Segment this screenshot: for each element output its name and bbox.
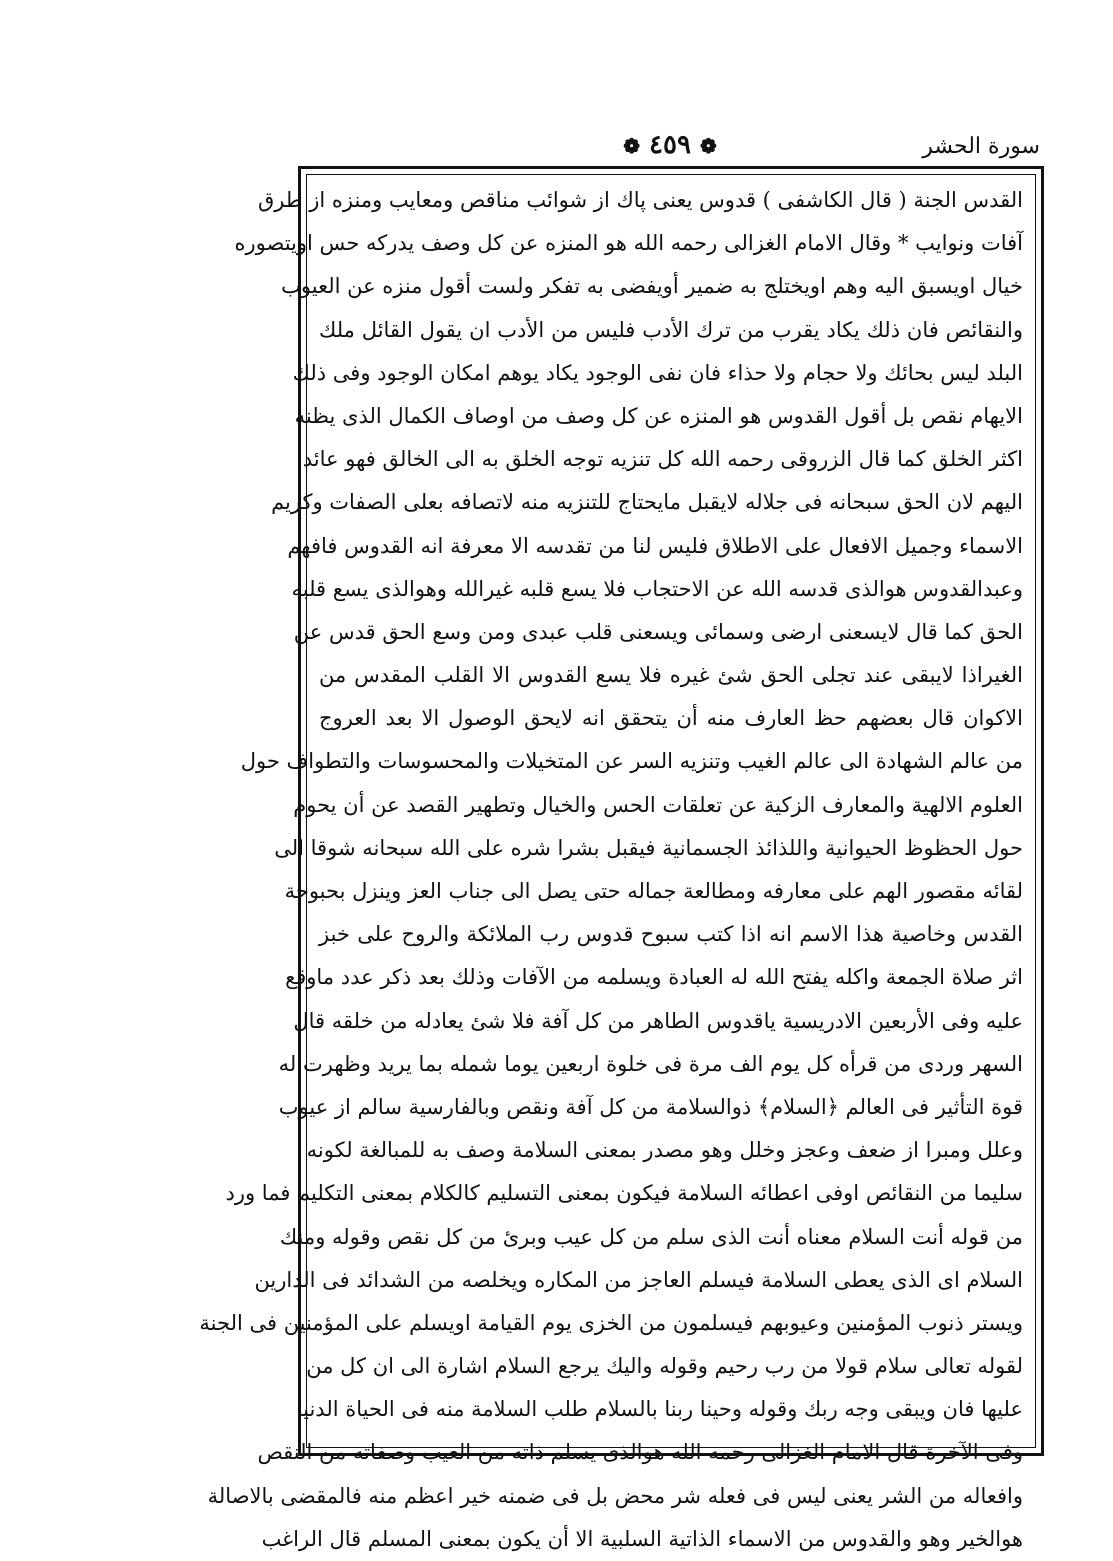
text-line: حول الحظوظ الحيوانية واللذائذ الجسمانية فيقبل بشرا شره على الله سبحانه شوقا الى <box>274 835 1023 860</box>
text-line: السلام اى الذى يعطى السلامة فيسلم العاجز من المكاره ويخلصه من الشدائد فى الدارين <box>254 1267 1023 1292</box>
page-number: ٤٥٩ <box>649 130 691 160</box>
surah-name: سورة الحشر <box>922 134 1040 159</box>
text-line: اكثر الخلق كما قال الزروقى رحمه الله كل تنزيه توجه الخلق به الى الخالق فهو عائد <box>302 447 1023 472</box>
text-line: القدس وخاصية هذا الاسم انه اذا كتب سبوح قدوس رب الملائكة والروح على خبز <box>319 922 1023 947</box>
text-line: قوة التأثير فى العالم ﴿السلام﴾ ذوالسلامة من كل آفة ونقص وبالفارسية سالم از عيوب <box>278 1094 1023 1119</box>
ornament-right-icon: ❁ <box>700 134 717 158</box>
body-text <box>199 179 1023 1561</box>
text-line: الغيراذا لايبقى عند تجلى الحق شئ غيره فلا يسع القدوس الا القلب المقدس من <box>319 663 1023 688</box>
page-header <box>300 126 1040 166</box>
text-line: وعبدالقدوس هوالذى قدسه الله عن الاحتجاب فلا يسع قلبه غيرالله وهوالذى يسع قلبه <box>291 576 1023 601</box>
text-line: اليهم لان الحق سبحانه فى جلاله لايقبل مايحتاج للتنزيه منه لاتصافه بعلى الصفات وكريم <box>271 490 1023 515</box>
text-line: الاسماء وجميل الافعال على الاطلاق فليس لنا من تقدسه الا معرفة انه القدوس فافهم <box>287 533 1023 558</box>
text-line: وافعاله من الشر يعنى ليس فى فعله شر محض بل فى ضمنه خير اعظم منه فالمقضى بالاصالة <box>207 1483 1023 1508</box>
text-line: من عالم الشهادة الى عالم الغيب وتنزيه السر عن المتخيلات والمحسوسات والتطواف حول <box>240 749 1023 774</box>
text-line: البلد ليس بحائك ولا حجام ولا حذاء فان نفى الوجود يكاد يوهم امكان الوجود وفى ذلك <box>292 360 1023 385</box>
text-line: خيال اويسبق اليه وهم اويختلج به ضمير أويفضى به تفكر ولست أقول منزه عن العيوب <box>281 274 1023 299</box>
text-line: ويستر ذنوب المؤمنين وعيوبهم فيسلمون من الخزى يوم القيامة اويسلم على المؤمنين فى الجنة <box>199 1310 1023 1335</box>
text-line: السهر وردى من قرأه كل يوم الف مرة فى خلوة اربعين يوما شمله بما يريد وظهرت له <box>278 1051 1023 1076</box>
text-line: العلوم الالهية والمعارف الزكية عن تعلقات الحس والخيال وتطهير القصد عن أن يحوم <box>293 792 1023 817</box>
text-line: من قوله أنت السلام معناه أنت الذى سلم من كل عيب وبرئ من كل نقص وقوله ومنك <box>279 1224 1023 1249</box>
text-line: القدس الجنة ( قال الكاشفى ) قدوس يعنى پاك از شوائب مناقص ومعايب ومنزه از طرق <box>257 188 1023 212</box>
text-frame <box>199 166 1044 1551</box>
text-line: اثر صلاة الجمعة واكله يفتح الله له العبادة ويسلمه من الآفات وذلك بعد ذكر عدد ماوقع <box>285 965 1023 990</box>
text-line: آفات ونوايب * وقال الامام الغزالى رحمه الله هو المنزه عن كل وصف يدركه حس اويتصوره <box>234 231 1023 256</box>
text-line: الحق كما قال لايسعنى ارضى وسمائى ويسعنى قلب عبدى ومن وسع الحق قدس عن <box>293 619 1023 644</box>
text-line: والنقائص فان ذلك يكاد يقرب من ترك الأدب فليس من الأدب ان يقول القائل ملك <box>319 317 1023 342</box>
text-line: وعلل ومبرا از ضعف وعجز وخلل وهو مصدر بمعنى السلامة وصف به للمبالغة لكونه <box>306 1138 1023 1163</box>
text-line: هوالخير وهو والقدوس من الاسماء الذاتية السلبية الا أن يكون بمعنى المسلم قال الراغب <box>261 1526 1023 1551</box>
page-number-block <box>600 130 740 160</box>
text-line: الاكوان قال بعضهم حظ العارف منه أن يتحقق انه لايحق الوصول الا بعد العروج <box>319 706 1023 731</box>
ornament-left-icon: ❁ <box>623 134 640 158</box>
text-line: لقوله تعالى سلام قولا من رب رحيم وقوله واليك يرجع السلام اشارة الى ان كل من <box>306 1354 1023 1379</box>
text-line: لقائه مقصور الهم على معارفه ومطالعة جماله حتى يصل الى جناب العز وينزل بحبوحة <box>284 879 1023 903</box>
text-line: وفى الآخرة قال الامام الغزالى رحمه الله هوالذى يسلم ذاته من العيب وصفاته من النقص <box>257 1440 1023 1465</box>
text-line: عليه وفى الأربعين الادريسية ياقدوس الطاهر من كل آفة فلا شئ يعادله من خلقه قال <box>293 1008 1023 1033</box>
text-line: عليها فان ويبقى وجه ربك وقوله وحينا ربنا بالسلام طلب السلامة منه فى الحياة الدنيا <box>296 1397 1023 1422</box>
text-line: الايهام نقص بل أقول القدوس هو المنزه عن كل وصف من اوصاف الكمال الذى يظنه <box>294 403 1023 428</box>
text-line: سليما من النقائص اوفى اعطائه السلامة فيكون بمعنى التسليم كالكلام بمعنى التكليم فما ورد <box>225 1181 1023 1206</box>
